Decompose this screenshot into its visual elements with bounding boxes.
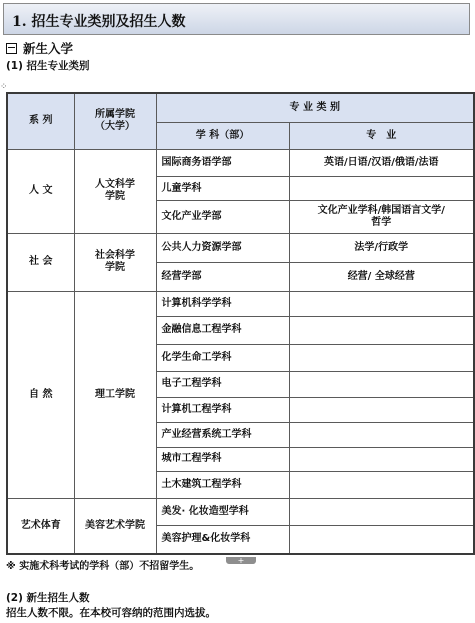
subsection-heading xyxy=(6,39,73,57)
table-resize-handle-icon[interactable]: ⁘ xyxy=(0,82,8,92)
cell-series: 自 然 xyxy=(7,292,74,499)
header-major: 专 业 xyxy=(289,122,474,149)
cell-major xyxy=(289,292,474,317)
cell-major xyxy=(289,371,474,397)
cell-dept: 土木建筑工程学科 xyxy=(156,471,289,498)
cell-dept: 化学生命工学科 xyxy=(156,344,289,371)
cell-college: 理工学院 xyxy=(74,292,156,499)
collapse-square-icon[interactable] xyxy=(6,43,17,54)
cell-dept: 美发· 化妆造型学科 xyxy=(156,498,289,525)
cell-dept: 文化产业学部 xyxy=(156,201,289,233)
expand-tab-icon[interactable]: + xyxy=(226,557,256,564)
cell-dept: 美容护理&化妆学科 xyxy=(156,526,289,554)
table-row xyxy=(7,498,474,525)
cell-major xyxy=(289,177,474,201)
section-header-title: 1. 招生专业类别及招生人数 xyxy=(12,14,186,30)
cell-major xyxy=(289,344,474,371)
cell-major: 经营/ 全球经营 xyxy=(289,262,474,291)
header-series: 系 列 xyxy=(7,93,74,149)
cell-major: 法学/行政学 xyxy=(289,233,474,262)
cell-major: 英语/日语/汉语/俄语/法语 xyxy=(289,149,474,176)
cell-major xyxy=(289,317,474,344)
section-header xyxy=(3,3,470,35)
cell-dept: 金融信息工程学科 xyxy=(156,317,289,344)
cell-series: 人 文 xyxy=(7,149,74,233)
subsection-heading-text: 新生入学 xyxy=(23,41,74,56)
table-row xyxy=(7,292,474,317)
table-note: ※ 实施术科考试的学科（部）不招留学生。 xyxy=(6,561,200,572)
cell-dept: 电子工程学科 xyxy=(156,371,289,397)
cell-dept: 计算机科学学科 xyxy=(156,292,289,317)
header-category: 专 业 类 别 xyxy=(156,93,474,122)
cell-dept: 国际商务语学部 xyxy=(156,149,289,176)
cell-college: 人文科学 学院 xyxy=(74,149,156,233)
cell-dept: 经营学部 xyxy=(156,262,289,291)
cell-dept: 计算机工程学科 xyxy=(156,398,289,423)
cell-series: 艺术体育 xyxy=(7,498,74,554)
cell-major xyxy=(289,447,474,471)
cell-dept: 公共人力资源学部 xyxy=(156,233,289,262)
majors-table xyxy=(6,92,475,555)
subsection2-title: (2) 新生招生人数 xyxy=(6,592,90,604)
cell-major xyxy=(289,471,474,498)
cell-dept: 产业经营系统工学科 xyxy=(156,423,289,447)
cell-major xyxy=(289,398,474,423)
cell-college: 社会科学 学院 xyxy=(74,233,156,292)
subsection1-title: (1) 招生专业类别 xyxy=(6,60,90,72)
cell-dept: 儿童学科 xyxy=(156,177,289,201)
cell-college: 美容艺术学院 xyxy=(74,498,156,554)
cell-series: 社 会 xyxy=(7,233,74,292)
table-row xyxy=(7,149,474,176)
header-dept: 学 科（部） xyxy=(156,122,289,149)
cell-dept: 城市工程学科 xyxy=(156,447,289,471)
cell-major: 文化产业学科/韩国语言文学/ 哲学 xyxy=(289,201,474,233)
cell-major xyxy=(289,423,474,447)
header-college: 所属学院 （大学） xyxy=(74,93,156,149)
table-row xyxy=(7,233,474,262)
cell-major xyxy=(289,526,474,554)
cell-major xyxy=(289,498,474,525)
subsection2-text: 招生人数不限。在本校可容纳的范围内选拔。 xyxy=(6,607,216,619)
